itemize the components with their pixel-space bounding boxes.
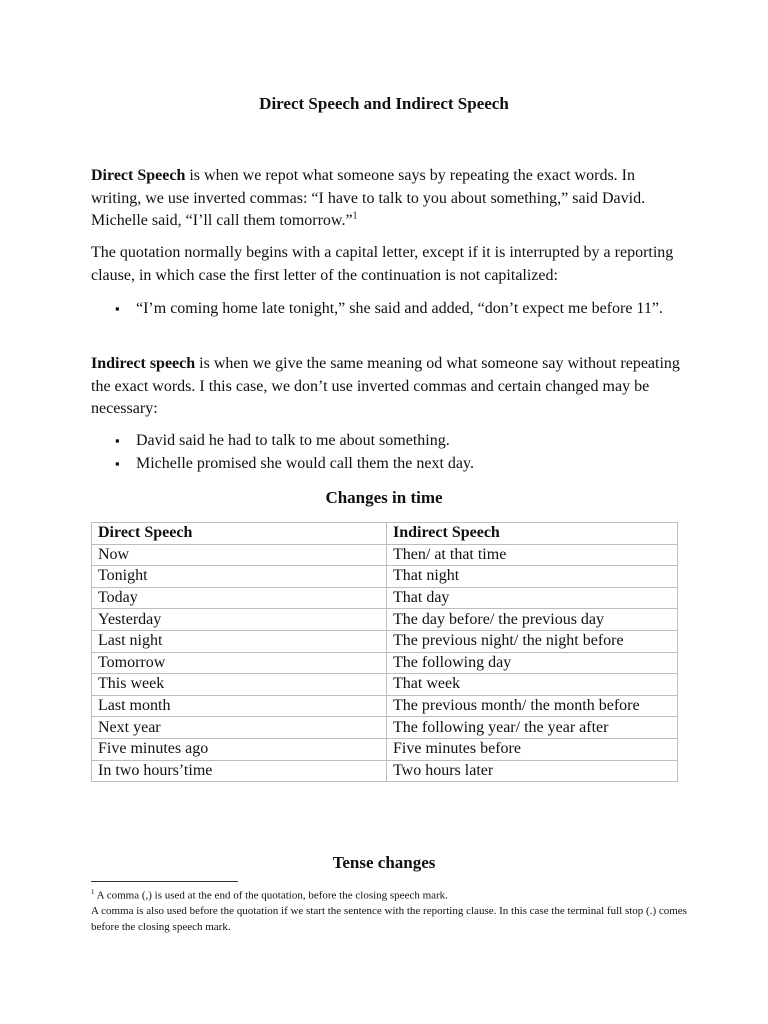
indirect-cell: Two hours later (387, 760, 678, 782)
footnotes (91, 885, 691, 935)
table-row (92, 760, 678, 782)
direct-speech-definition (91, 165, 681, 233)
footnote-line-1: A comma (,) is used at the end of the quotation, before the closing speech mark. (94, 889, 448, 902)
indirect-speech-term: Indirect speech (91, 355, 196, 372)
table-row (92, 717, 678, 739)
table-row (92, 738, 678, 760)
table-row (92, 695, 678, 717)
direct-cell: In two hours’time (92, 760, 387, 782)
footnote-reference[interactable]: 1 (352, 210, 358, 222)
direct-cell: Today (92, 587, 387, 609)
direct-cell: Yesterday (92, 609, 387, 631)
direct-cell: Tonight (92, 566, 387, 588)
indirect-cell: The day before/ the previous day (387, 609, 678, 631)
direct-cell: Tomorrow (92, 652, 387, 674)
indirect-speech-text: is when we give the same meaning od what someone say without repeating the exact words. I this case, we don’t use inverted commas and certain changed may be necessary: (91, 355, 680, 417)
indirect-cell: That week (387, 674, 678, 696)
table-row (92, 630, 678, 652)
table-row (92, 587, 678, 609)
direct-cell: Now (92, 544, 387, 566)
indirect-examples-list (115, 430, 675, 475)
indirect-cell: Five minutes before (387, 738, 678, 760)
indirect-cell: The previous month/ the month before (387, 695, 678, 717)
direct-speech-text: is when we repot what someone says by repeating the exact words. In writing, we use inverted commas: “I have to talk to you about something,” said David. Michelle said, “I’ll call them tomorrow.” (91, 167, 646, 229)
table-header-row (92, 523, 678, 545)
tense-changes-heading: Tense changes (332, 853, 436, 872)
quotation-rule-paragraph: The quotation normally begins with a capital letter, except if it is interrupted by a reporting clause, in which case the first letter of the continuation is not capitalized: (91, 244, 674, 284)
indirect-cell: The following day (387, 652, 678, 674)
changes-in-time-table (91, 522, 678, 782)
indirect-cell: The previous night/ the night before (387, 630, 678, 652)
changes-in-time-heading: Changes in time (325, 488, 443, 507)
table-row (92, 609, 678, 631)
direct-cell: This week (92, 674, 387, 696)
table-row (92, 544, 678, 566)
footnote-line-2: A comma is also used before the quotation if we start the sentence with the reporting clause. In this case the terminal full stop (.) comes before the closing speech mark. (91, 905, 687, 933)
column-header-indirect: Indirect Speech (387, 523, 678, 545)
column-header-direct: Direct Speech (92, 523, 387, 545)
table-row (92, 674, 678, 696)
footnote-marker: 1 (91, 888, 95, 896)
footnote-1 (91, 885, 691, 904)
direct-cell: Last month (92, 695, 387, 717)
indirect-cell: The following year/ the year after (387, 717, 678, 739)
indirect-cell: That day (387, 587, 678, 609)
indirect-cell: That night (387, 566, 678, 588)
direct-examples-list (115, 298, 675, 321)
table-row (92, 652, 678, 674)
footnote-separator (91, 881, 238, 882)
direct-cell: Last night (92, 630, 387, 652)
page-title: Direct Speech and Indirect Speech (259, 94, 509, 113)
list-item: ▪ David said he had to talk to me about something. (115, 430, 675, 453)
direct-cell: Next year (92, 717, 387, 739)
indirect-speech-definition (91, 353, 681, 421)
indirect-cell: Then/ at that time (387, 544, 678, 566)
list-item: ▪ Michelle promised she would call them the next day. (115, 453, 675, 476)
direct-speech-term: Direct Speech (91, 167, 186, 184)
list-item: ▪ “I’m coming home late tonight,” she said and added, “don’t expect me before 11”. (115, 298, 675, 321)
table-row (92, 566, 678, 588)
direct-cell: Five minutes ago (92, 738, 387, 760)
